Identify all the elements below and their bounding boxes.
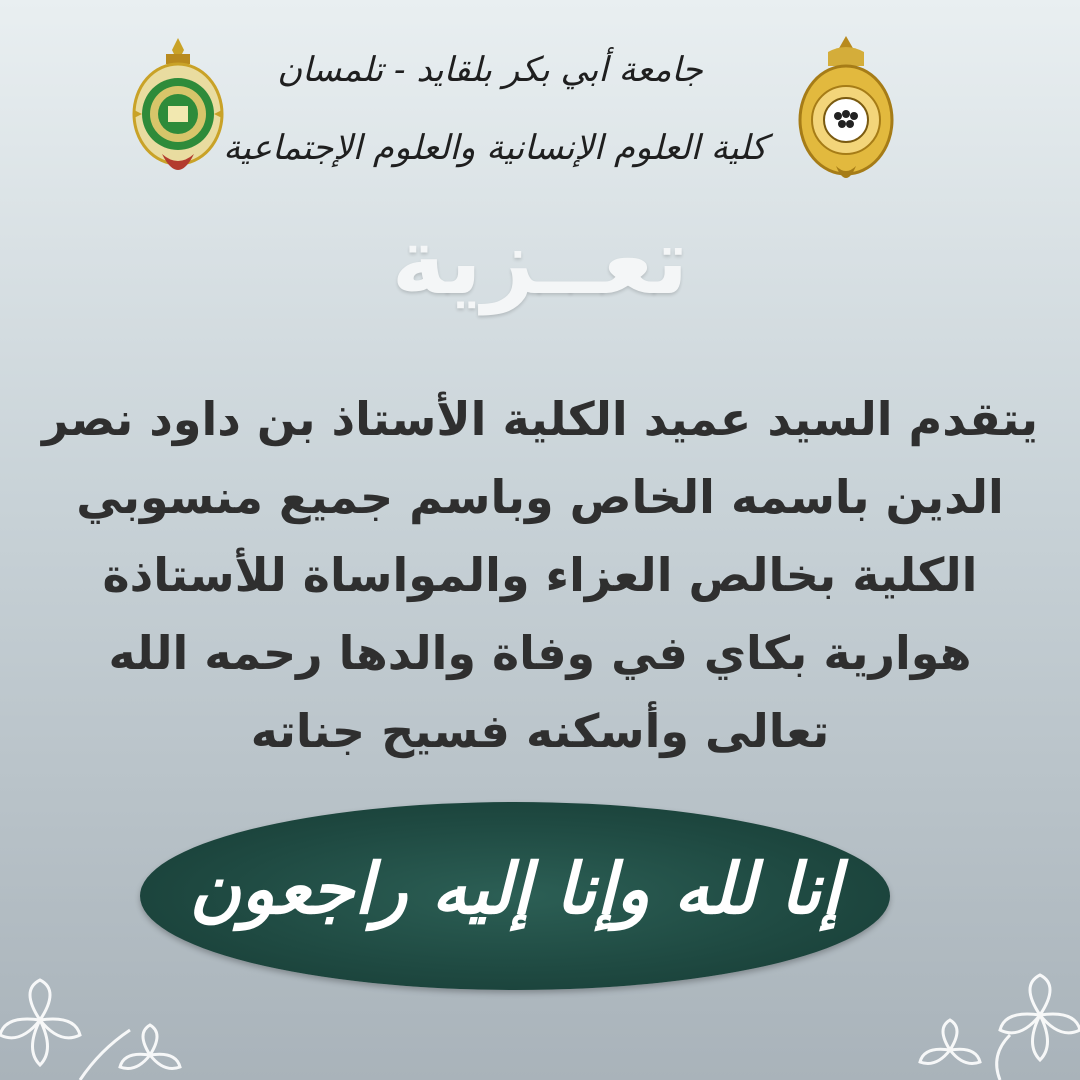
condolence-title: تعــزية <box>391 208 689 315</box>
university-name: جامعة أبي بكر بلقايد - تلمسان <box>277 50 703 90</box>
condolence-message: يتقدم السيد عميد الكلية الأستاذ بن داود نصر الدين باسمه الخاص وباسم جميع منسوبي الكلية بخالص العزاء والمواساة للأستاذة هوارية بكاي في وفاة والدها رحمه الله تعالى وأسكنه فسيح جناته <box>42 392 1038 758</box>
flower-decoration-icon <box>0 960 1080 1080</box>
calligraphy-text: إنا لله وإنا إليه راجعون <box>189 847 841 930</box>
faculty-logo-icon <box>798 34 894 190</box>
faculty-name: كلية العلوم الإنسانية والعلوم الإجتماعية <box>223 128 767 168</box>
